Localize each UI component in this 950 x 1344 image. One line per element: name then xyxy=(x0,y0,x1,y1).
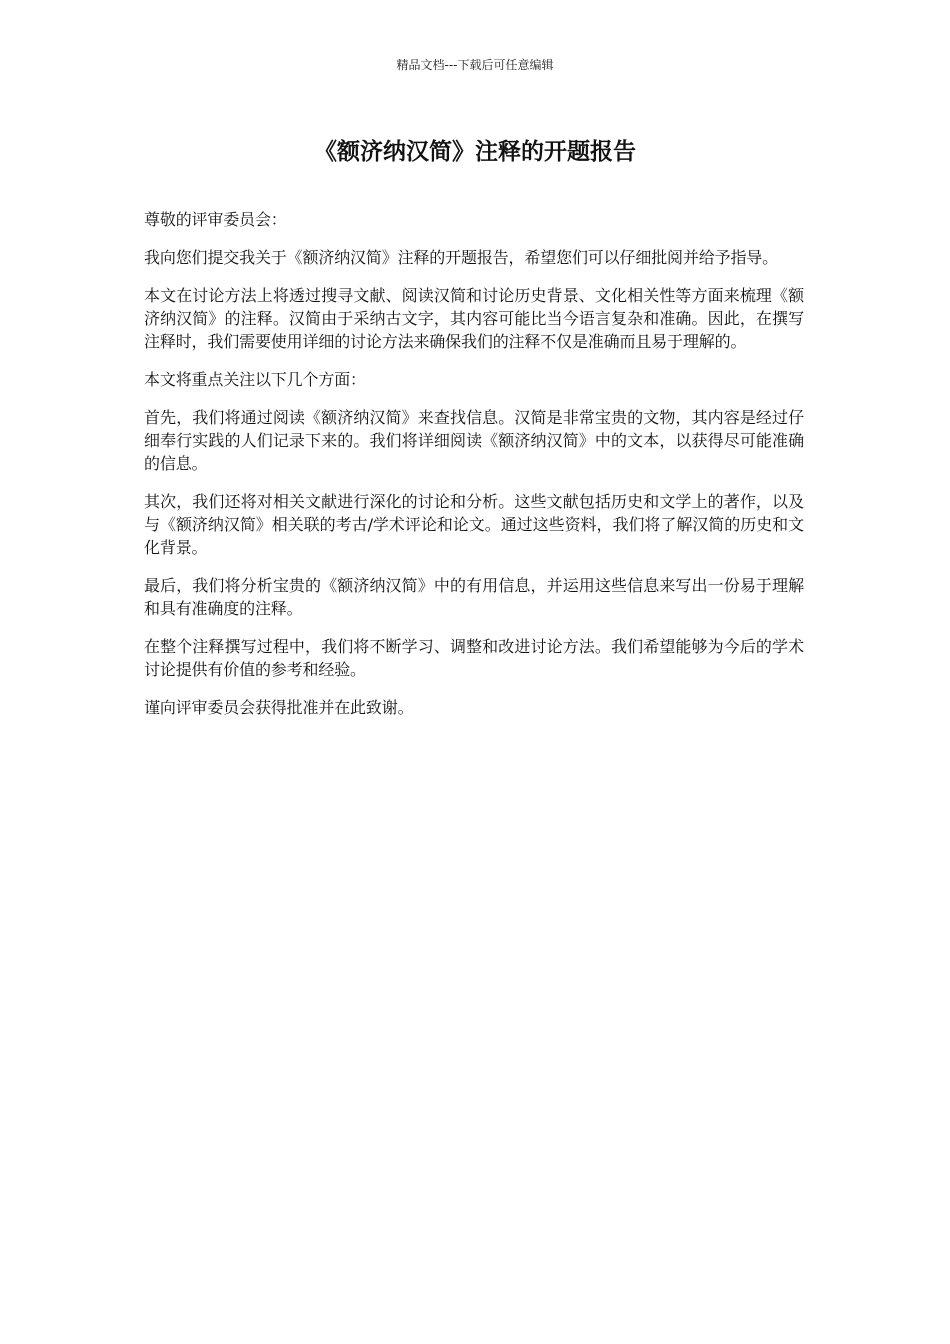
salutation-paragraph: 尊敬的评审委员会： xyxy=(144,210,287,229)
page-header-note: 精品文档---下载后可任意编辑 xyxy=(396,58,554,72)
body-paragraph: 在整个注释撰写过程中，我们将不断学习、调整和改进讨论方法。我们希望能够为今后的学术讨论提供有价值的参考和经验。 xyxy=(144,637,804,679)
body-paragraph: 最后，我们将分析宝贵的《额济纳汉简》中的有用信息，并运用这些信息来写出一份易于理解和具有准确度的注释。 xyxy=(144,576,804,618)
closing-paragraph: 谨向评审委员会获得批准并在此致谢。 xyxy=(144,698,414,717)
body-paragraph: 首先，我们将通过阅读《额济纳汉简》来查找信息。汉简是非常宝贵的文物，其内容是经过仔细奉行实践的人们记录下来的。我们将详细阅读《额济纳汉简》中的文本，以获得尽可能准确的信息。 xyxy=(144,408,804,473)
document-body xyxy=(144,208,804,734)
document-title: 《额济纳汉简》注释的开题报告 xyxy=(314,139,636,165)
body-paragraph: 我向您们提交我关于《额济纳汉简》注释的开题报告，希望您们可以仔细批阅并给予指导。 xyxy=(144,248,779,267)
body-paragraph: 其次，我们还将对相关文献进行深化的讨论和分析。这些文献包括历史和文学上的著作，以及与《额济纳汉简》相关联的考古/学术评论和论文。通过这些资料，我们将了解汉简的历史和文化背景。 xyxy=(144,492,804,557)
body-paragraph: 本文将重点关注以下几个方面： xyxy=(144,370,366,389)
body-paragraph: 本文在讨论方法上将透过搜寻文献、阅读汉简和讨论历史背景、文化相关性等方面来梳理《额济纳汉简》的注释。汉简由于采纳古文字，其内容可能比当今语言复杂和准确。因此，在撰写注释时，我们需要使用详细的讨论方法来确保我们的注释不仅是准确而且易于理解的。 xyxy=(144,286,804,351)
